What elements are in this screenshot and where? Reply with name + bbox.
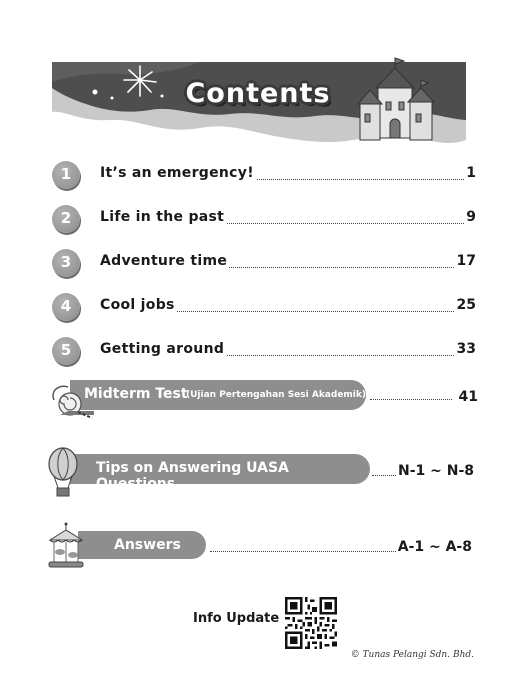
hot-air-balloon-icon [46, 446, 80, 498]
midterm-title: Midterm Test [84, 386, 188, 402]
midterm-pill [70, 380, 366, 410]
toc-row-chapter-3[interactable] [48, 249, 476, 277]
page-number: N-1 ~ N-8 [397, 463, 474, 479]
dotted-leader [198, 355, 456, 356]
page-number: 33 [456, 341, 476, 357]
qr-code-icon[interactable] [285, 597, 337, 649]
page-number: 41 [458, 389, 478, 405]
copyright-notice: © Tunas Pelangi Sdn. Bhd. [350, 650, 474, 660]
toc-row-chapter-2[interactable] [48, 205, 476, 233]
header-banner [0, 0, 516, 150]
page-number: A-1 ~ A-8 [397, 539, 472, 555]
page-number: 9 [466, 209, 476, 225]
chapter-title: It’s an emergency! [100, 165, 254, 181]
tips-title: Tips on Answering UASA Questions [96, 460, 289, 492]
toc-row-chapter-1[interactable] [48, 161, 476, 189]
chapter-number-badge: 5 [52, 337, 80, 365]
dotted-leader [228, 179, 464, 180]
chapter-number-badge: 2 [52, 205, 80, 233]
page-number: 25 [456, 297, 476, 313]
toc-row-chapter-4[interactable] [48, 293, 476, 321]
dotted-leader [208, 223, 464, 224]
chapter-title: Getting around [100, 341, 225, 357]
snail-icon [48, 378, 98, 420]
dotted-leader [168, 311, 456, 312]
page-title: Contents [185, 78, 331, 109]
midterm-subtitle: (Ujian Pertengahan Sesi Akademik) [186, 390, 366, 400]
dotted-leader [210, 551, 400, 552]
dotted-leader [208, 267, 456, 268]
chapter-title: Life in the past [100, 209, 225, 225]
chapter-number-badge: 3 [52, 249, 80, 277]
toc-row-chapter-5[interactable] [48, 337, 476, 365]
chapter-number-badge: 4 [52, 293, 80, 321]
page-number: 1 [466, 165, 476, 181]
carousel-icon [46, 522, 86, 570]
info-update-label: Info Update [193, 611, 280, 626]
dotted-leader [370, 399, 452, 400]
tips-pill [70, 454, 370, 492]
chapter-title: Cool jobs [100, 297, 175, 313]
chapter-number-badge: 1 [52, 161, 80, 189]
page-number: 17 [456, 253, 476, 269]
answers-pill [78, 531, 206, 559]
chapter-title: Adventure time [100, 253, 228, 269]
answers-title: Answers [114, 537, 181, 553]
